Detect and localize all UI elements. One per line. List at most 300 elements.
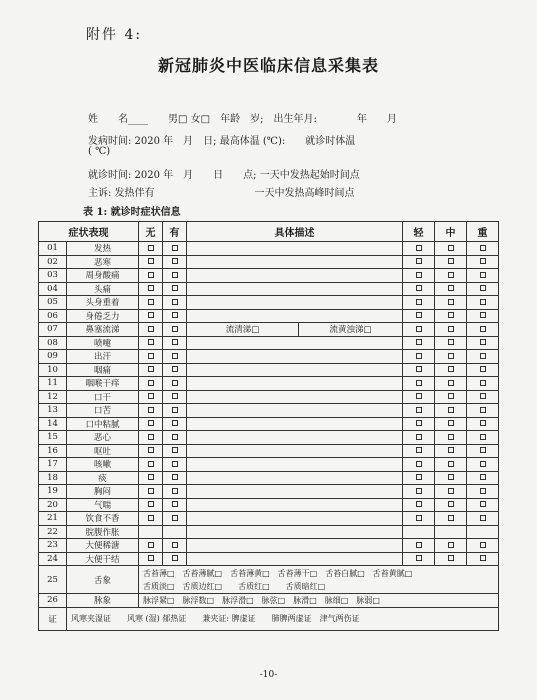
checkbox[interactable] — [448, 434, 454, 440]
checkbox[interactable] — [448, 407, 454, 413]
description-cell[interactable] — [187, 377, 403, 391]
checkbox[interactable] — [148, 285, 154, 291]
checkbox[interactable] — [172, 393, 178, 399]
chief-complaint-line: 主诉: 发热伴有 一天中发热高峰时间点 — [88, 188, 355, 199]
medium-checkbox-cell[interactable] — [435, 390, 467, 404]
checkbox[interactable] — [416, 515, 422, 521]
have-checkbox-cell[interactable] — [163, 323, 187, 337]
row-symptom: 大便稀溏 — [67, 539, 139, 553]
medium-checkbox-cell[interactable] — [435, 363, 467, 377]
medium-checkbox-cell[interactable] — [435, 296, 467, 310]
header-heavy: 重 — [467, 222, 499, 242]
row-symptom: 发热 — [67, 242, 139, 256]
row-symptom: 喷嚏 — [67, 336, 139, 350]
checkbox[interactable] — [416, 272, 422, 278]
light-checkbox-cell[interactable] — [403, 471, 435, 485]
none-checkbox-cell[interactable] — [139, 363, 163, 377]
medium-checkbox-cell[interactable] — [435, 525, 467, 539]
have-checkbox-cell[interactable] — [163, 471, 187, 485]
light-checkbox-cell[interactable] — [403, 404, 435, 418]
heavy-checkbox-cell[interactable] — [467, 390, 499, 404]
light-checkbox-cell[interactable] — [403, 269, 435, 283]
checkbox[interactable] — [480, 393, 486, 399]
medium-checkbox-cell[interactable] — [435, 417, 467, 431]
have-checkbox-cell[interactable] — [163, 404, 187, 418]
checkbox[interactable] — [172, 474, 178, 480]
description-cell[interactable] — [187, 242, 403, 256]
light-checkbox-cell[interactable] — [403, 431, 435, 445]
visit-time-line: 就诊时间: 2020 年 月 日 点; 一天中发热起始时间点 — [88, 170, 360, 181]
heavy-checkbox-cell[interactable] — [467, 404, 499, 418]
light-checkbox-cell[interactable] — [403, 242, 435, 256]
checkbox[interactable] — [148, 447, 154, 453]
row-number: 01 — [39, 242, 67, 256]
checkbox[interactable] — [416, 312, 422, 318]
checkbox[interactable] — [172, 366, 178, 372]
light-checkbox-cell[interactable] — [403, 282, 435, 296]
medium-checkbox-cell[interactable] — [435, 485, 467, 499]
checkbox[interactable] — [480, 488, 486, 494]
none-checkbox-cell[interactable] — [139, 431, 163, 445]
heavy-checkbox-cell[interactable] — [467, 377, 499, 391]
checkbox[interactable] — [416, 461, 422, 467]
checkbox[interactable] — [416, 555, 422, 561]
checkbox[interactable] — [172, 353, 178, 359]
have-checkbox-cell[interactable] — [163, 255, 187, 269]
checkbox[interactable] — [148, 339, 154, 345]
checkbox[interactable] — [148, 312, 154, 318]
have-checkbox-cell[interactable] — [163, 390, 187, 404]
checkbox[interactable] — [480, 339, 486, 345]
medium-checkbox-cell[interactable] — [435, 350, 467, 364]
checkbox[interactable] — [416, 393, 422, 399]
none-checkbox-cell[interactable] — [139, 255, 163, 269]
description-cell[interactable] — [187, 444, 403, 458]
checkbox[interactable] — [448, 380, 454, 386]
checkbox[interactable] — [148, 393, 154, 399]
checkbox[interactable] — [480, 299, 486, 305]
medium-checkbox-cell[interactable] — [435, 377, 467, 391]
checkbox[interactable] — [148, 434, 154, 440]
description-cell[interactable] — [187, 417, 403, 431]
description-cell[interactable] — [187, 282, 403, 296]
none-checkbox-cell[interactable] — [139, 552, 163, 566]
checkbox[interactable] — [448, 299, 454, 305]
checkbox[interactable] — [416, 407, 422, 413]
description-cell[interactable] — [187, 404, 403, 418]
have-checkbox-cell[interactable] — [163, 512, 187, 526]
heavy-checkbox-cell[interactable] — [467, 552, 499, 566]
row-symptom: 气喘 — [67, 498, 139, 512]
checkbox[interactable] — [172, 285, 178, 291]
description-option-a[interactable]: 流清涕□ — [187, 323, 299, 337]
none-checkbox-cell[interactable] — [139, 336, 163, 350]
checkbox[interactable] — [480, 461, 486, 467]
none-checkbox-cell[interactable] — [139, 498, 163, 512]
description-cell[interactable] — [187, 296, 403, 310]
checkbox[interactable] — [416, 420, 422, 426]
pulse-options[interactable]: 脉浮紧□ 脉浮数□ 脉浮滑□ 脉弦□ 脉滑□ 脉细□ 脉弱□ — [139, 594, 499, 608]
none-checkbox-cell[interactable] — [139, 417, 163, 431]
row-number: 21 — [39, 512, 67, 526]
have-checkbox-cell[interactable] — [163, 458, 187, 472]
none-checkbox-cell[interactable] — [139, 444, 163, 458]
none-checkbox-cell[interactable] — [139, 404, 163, 418]
light-checkbox-cell[interactable] — [403, 512, 435, 526]
heavy-checkbox-cell[interactable] — [467, 363, 499, 377]
checkbox[interactable] — [448, 542, 454, 548]
have-checkbox-cell[interactable] — [163, 417, 187, 431]
row-number: 23 — [39, 539, 67, 553]
header-symptom: 症状表现 — [39, 222, 139, 242]
table-row — [39, 417, 499, 431]
row-symptom: 呕吐 — [67, 444, 139, 458]
checkbox[interactable] — [448, 285, 454, 291]
checkbox[interactable] — [148, 366, 154, 372]
table-row — [39, 377, 499, 391]
none-checkbox-cell[interactable] — [139, 485, 163, 499]
medium-checkbox-cell[interactable] — [435, 255, 467, 269]
description-cell[interactable] — [187, 525, 403, 539]
checkbox[interactable] — [448, 366, 454, 372]
checkbox[interactable] — [448, 515, 454, 521]
checkbox[interactable] — [448, 461, 454, 467]
checkbox[interactable] — [416, 326, 422, 332]
medium-checkbox-cell[interactable] — [435, 444, 467, 458]
checkbox[interactable] — [172, 555, 178, 561]
light-checkbox-cell[interactable] — [403, 309, 435, 323]
checkbox[interactable] — [172, 380, 178, 386]
row-number: 16 — [39, 444, 67, 458]
checkbox[interactable] — [148, 272, 154, 278]
have-checkbox-cell[interactable] — [163, 444, 187, 458]
row-number: 08 — [39, 336, 67, 350]
checkbox[interactable] — [448, 272, 454, 278]
none-checkbox-cell[interactable] — [139, 350, 163, 364]
form-title: 新冠肺炎中医临床信息采集表 — [157, 56, 379, 75]
checkbox[interactable] — [480, 420, 486, 426]
heavy-checkbox-cell[interactable] — [467, 350, 499, 364]
checkbox[interactable] — [172, 501, 178, 507]
checkbox[interactable] — [480, 407, 486, 413]
checkbox[interactable] — [416, 258, 422, 264]
patient-name-line: 姓 名____ 男□ 女□ 年龄 岁; 出生年月: 年 月 — [88, 114, 397, 125]
checkbox[interactable] — [148, 353, 154, 359]
have-checkbox-cell[interactable] — [163, 552, 187, 566]
description-cell[interactable] — [187, 350, 403, 364]
checkbox[interactable] — [172, 420, 178, 426]
have-checkbox-cell[interactable] — [163, 282, 187, 296]
heavy-checkbox-cell[interactable] — [467, 242, 499, 256]
checkbox[interactable] — [148, 380, 154, 386]
light-checkbox-cell[interactable] — [403, 296, 435, 310]
have-checkbox-cell[interactable] — [163, 539, 187, 553]
description-option-b[interactable]: 流黄浊涕□ — [299, 323, 403, 337]
have-checkbox-cell[interactable] — [163, 336, 187, 350]
heavy-checkbox-cell[interactable] — [467, 498, 499, 512]
medium-checkbox-cell[interactable] — [435, 282, 467, 296]
light-checkbox-cell[interactable] — [403, 552, 435, 566]
checkbox[interactable] — [448, 258, 454, 264]
medium-checkbox-cell[interactable] — [435, 498, 467, 512]
checkbox[interactable] — [448, 501, 454, 507]
light-checkbox-cell[interactable] — [403, 525, 435, 539]
heavy-checkbox-cell[interactable] — [467, 323, 499, 337]
medium-checkbox-cell[interactable] — [435, 323, 467, 337]
row-symptom: 大便干结 — [67, 552, 139, 566]
checkbox[interactable] — [480, 272, 486, 278]
checkbox[interactable] — [148, 461, 154, 467]
checkbox[interactable] — [148, 501, 154, 507]
heavy-checkbox-cell[interactable] — [467, 431, 499, 445]
have-checkbox-cell[interactable] — [163, 377, 187, 391]
checkbox[interactable] — [480, 515, 486, 521]
checkbox[interactable] — [172, 407, 178, 413]
heavy-checkbox-cell[interactable] — [467, 309, 499, 323]
medium-checkbox-cell[interactable] — [435, 242, 467, 256]
heavy-checkbox-cell[interactable] — [467, 525, 499, 539]
none-checkbox-cell[interactable] — [139, 323, 163, 337]
checkbox[interactable] — [448, 312, 454, 318]
description-cell[interactable] — [187, 471, 403, 485]
none-checkbox-cell[interactable] — [139, 525, 163, 539]
table-row — [39, 404, 499, 418]
checkbox[interactable] — [148, 488, 154, 494]
checkbox[interactable] — [148, 542, 154, 548]
have-checkbox-cell[interactable] — [163, 269, 187, 283]
light-checkbox-cell[interactable] — [403, 539, 435, 553]
checkbox[interactable] — [416, 447, 422, 453]
checkbox[interactable] — [416, 474, 422, 480]
checkbox[interactable] — [172, 515, 178, 521]
light-checkbox-cell[interactable] — [403, 363, 435, 377]
light-checkbox-cell[interactable] — [403, 417, 435, 431]
medium-checkbox-cell[interactable] — [435, 539, 467, 553]
checkbox[interactable] — [416, 488, 422, 494]
have-checkbox-cell[interactable] — [163, 525, 187, 539]
heavy-checkbox-cell[interactable] — [467, 282, 499, 296]
checkbox[interactable] — [172, 461, 178, 467]
none-checkbox-cell[interactable] — [139, 242, 163, 256]
checkbox[interactable] — [448, 326, 454, 332]
description-cell[interactable] — [187, 498, 403, 512]
table-row — [39, 525, 499, 539]
checkbox[interactable] — [480, 380, 486, 386]
medium-checkbox-cell[interactable] — [435, 336, 467, 350]
light-checkbox-cell[interactable] — [403, 255, 435, 269]
checkbox[interactable] — [148, 258, 154, 264]
checkbox[interactable] — [172, 245, 178, 251]
heavy-checkbox-cell[interactable] — [467, 255, 499, 269]
checkbox[interactable] — [480, 555, 486, 561]
description-cell[interactable] — [187, 458, 403, 472]
table-caption: 表 1: 就诊时症状信息 — [83, 207, 181, 218]
row-symptom: 脉象 — [67, 594, 139, 608]
checkbox[interactable] — [148, 515, 154, 521]
have-checkbox-cell[interactable] — [163, 242, 187, 256]
light-checkbox-cell[interactable] — [403, 458, 435, 472]
heavy-checkbox-cell[interactable] — [467, 471, 499, 485]
light-checkbox-cell[interactable] — [403, 498, 435, 512]
light-checkbox-cell[interactable] — [403, 336, 435, 350]
checkbox[interactable] — [172, 339, 178, 345]
syndrome-options[interactable]: 风寒夹湿证 风寒 (湿) 郁热证 兼夹证: 脾虚证 肺脾两虚证 津气两伤证 — [67, 607, 499, 630]
checkbox[interactable] — [480, 474, 486, 480]
none-checkbox-cell[interactable] — [139, 539, 163, 553]
medium-checkbox-cell[interactable] — [435, 471, 467, 485]
checkbox[interactable] — [416, 245, 422, 251]
table-row — [39, 552, 499, 566]
none-checkbox-cell[interactable] — [139, 296, 163, 310]
row-number: 17 — [39, 458, 67, 472]
row-number: 11 — [39, 377, 67, 391]
medium-checkbox-cell[interactable] — [435, 458, 467, 472]
checkbox[interactable] — [148, 326, 154, 332]
table-header-row — [39, 222, 499, 242]
checkbox[interactable] — [416, 353, 422, 359]
description-cell[interactable] — [187, 485, 403, 499]
description-cell[interactable] — [187, 363, 403, 377]
checkbox[interactable] — [172, 542, 178, 548]
checkbox[interactable] — [416, 542, 422, 548]
checkbox[interactable] — [480, 285, 486, 291]
checkbox[interactable] — [448, 339, 454, 345]
light-checkbox-cell[interactable] — [403, 323, 435, 337]
checkbox[interactable] — [148, 299, 154, 305]
checkbox[interactable] — [416, 380, 422, 386]
checkbox[interactable] — [448, 353, 454, 359]
checkbox[interactable] — [172, 299, 178, 305]
heavy-checkbox-cell[interactable] — [467, 485, 499, 499]
heavy-checkbox-cell[interactable] — [467, 512, 499, 526]
heavy-checkbox-cell[interactable] — [467, 458, 499, 472]
checkbox[interactable] — [480, 312, 486, 318]
none-checkbox-cell[interactable] — [139, 269, 163, 283]
have-checkbox-cell[interactable] — [163, 498, 187, 512]
heavy-checkbox-cell[interactable] — [467, 296, 499, 310]
description-cell[interactable] — [187, 269, 403, 283]
none-checkbox-cell[interactable] — [139, 309, 163, 323]
checkbox[interactable] — [148, 407, 154, 413]
light-checkbox-cell[interactable] — [403, 377, 435, 391]
checkbox[interactable] — [480, 353, 486, 359]
heavy-checkbox-cell[interactable] — [467, 269, 499, 283]
checkbox[interactable] — [416, 299, 422, 305]
medium-checkbox-cell[interactable] — [435, 552, 467, 566]
checkbox[interactable] — [480, 366, 486, 372]
checkbox[interactable] — [172, 326, 178, 332]
description-cell[interactable] — [187, 309, 403, 323]
row-number: 03 — [39, 269, 67, 283]
medium-checkbox-cell[interactable] — [435, 309, 467, 323]
checkbox[interactable] — [416, 501, 422, 507]
checkbox[interactable] — [448, 420, 454, 426]
heavy-checkbox-cell[interactable] — [467, 539, 499, 553]
tongue-coating-options[interactable]: 舌苔薄□ 舌苔薄腻□ 舌苔薄黄□ 舌苔薄干□ 舌苔白腻□ 舌苔黄腻□ — [143, 568, 413, 578]
have-checkbox-cell[interactable] — [163, 485, 187, 499]
row-symptom: 头痛 — [67, 282, 139, 296]
medium-checkbox-cell[interactable] — [435, 512, 467, 526]
medium-checkbox-cell[interactable] — [435, 404, 467, 418]
light-checkbox-cell[interactable] — [403, 350, 435, 364]
description-cell[interactable] — [187, 539, 403, 553]
description-cell[interactable] — [187, 336, 403, 350]
checkbox[interactable] — [148, 420, 154, 426]
checkbox[interactable] — [172, 434, 178, 440]
row-symptom: 身倦乏力 — [67, 309, 139, 323]
table-row — [39, 282, 499, 296]
checkbox[interactable] — [448, 393, 454, 399]
description-cell[interactable] — [187, 431, 403, 445]
checkbox[interactable] — [480, 245, 486, 251]
heavy-checkbox-cell[interactable] — [467, 417, 499, 431]
checkbox[interactable] — [416, 285, 422, 291]
checkbox[interactable] — [480, 258, 486, 264]
checkbox[interactable] — [148, 555, 154, 561]
checkbox[interactable] — [480, 326, 486, 332]
checkbox[interactable] — [448, 245, 454, 251]
header-medium: 中 — [435, 222, 467, 242]
light-checkbox-cell[interactable] — [403, 485, 435, 499]
none-checkbox-cell[interactable] — [139, 282, 163, 296]
tongue-options[interactable] — [139, 566, 499, 594]
checkbox[interactable] — [416, 339, 422, 345]
have-checkbox-cell[interactable] — [163, 363, 187, 377]
none-checkbox-cell[interactable] — [139, 390, 163, 404]
light-checkbox-cell[interactable] — [403, 390, 435, 404]
description-cell[interactable] — [187, 512, 403, 526]
table-row — [39, 309, 499, 323]
have-checkbox-cell[interactable] — [163, 350, 187, 364]
none-checkbox-cell[interactable] — [139, 512, 163, 526]
description-cell[interactable] — [187, 552, 403, 566]
checkbox[interactable] — [480, 434, 486, 440]
medium-checkbox-cell[interactable] — [435, 431, 467, 445]
checkbox[interactable] — [448, 474, 454, 480]
checkbox[interactable] — [172, 258, 178, 264]
none-checkbox-cell[interactable] — [139, 377, 163, 391]
checkbox[interactable] — [416, 366, 422, 372]
have-checkbox-cell[interactable] — [163, 309, 187, 323]
description-cell[interactable] — [187, 390, 403, 404]
none-checkbox-cell[interactable] — [139, 458, 163, 472]
checkbox[interactable] — [172, 312, 178, 318]
checkbox[interactable] — [148, 245, 154, 251]
checkbox[interactable] — [480, 447, 486, 453]
checkbox[interactable] — [448, 488, 454, 494]
light-checkbox-cell[interactable] — [403, 444, 435, 458]
checkbox[interactable] — [172, 488, 178, 494]
checkbox[interactable] — [448, 447, 454, 453]
checkbox[interactable] — [480, 501, 486, 507]
medium-checkbox-cell[interactable] — [435, 269, 467, 283]
checkbox[interactable] — [172, 447, 178, 453]
checkbox[interactable] — [448, 555, 454, 561]
checkbox[interactable] — [416, 434, 422, 440]
none-checkbox-cell[interactable] — [139, 471, 163, 485]
heavy-checkbox-cell[interactable] — [467, 444, 499, 458]
have-checkbox-cell[interactable] — [163, 431, 187, 445]
row-number: 26 — [39, 594, 67, 608]
checkbox[interactable] — [480, 542, 486, 548]
tongue-body-options[interactable]: 舌质淡□ 舌质边红□ 舌质红□ 舌质暗红□ — [143, 581, 326, 591]
checkbox[interactable] — [172, 272, 178, 278]
have-checkbox-cell[interactable] — [163, 296, 187, 310]
header-have: 有 — [163, 222, 187, 242]
description-cell[interactable] — [187, 255, 403, 269]
heavy-checkbox-cell[interactable] — [467, 336, 499, 350]
checkbox[interactable] — [148, 474, 154, 480]
